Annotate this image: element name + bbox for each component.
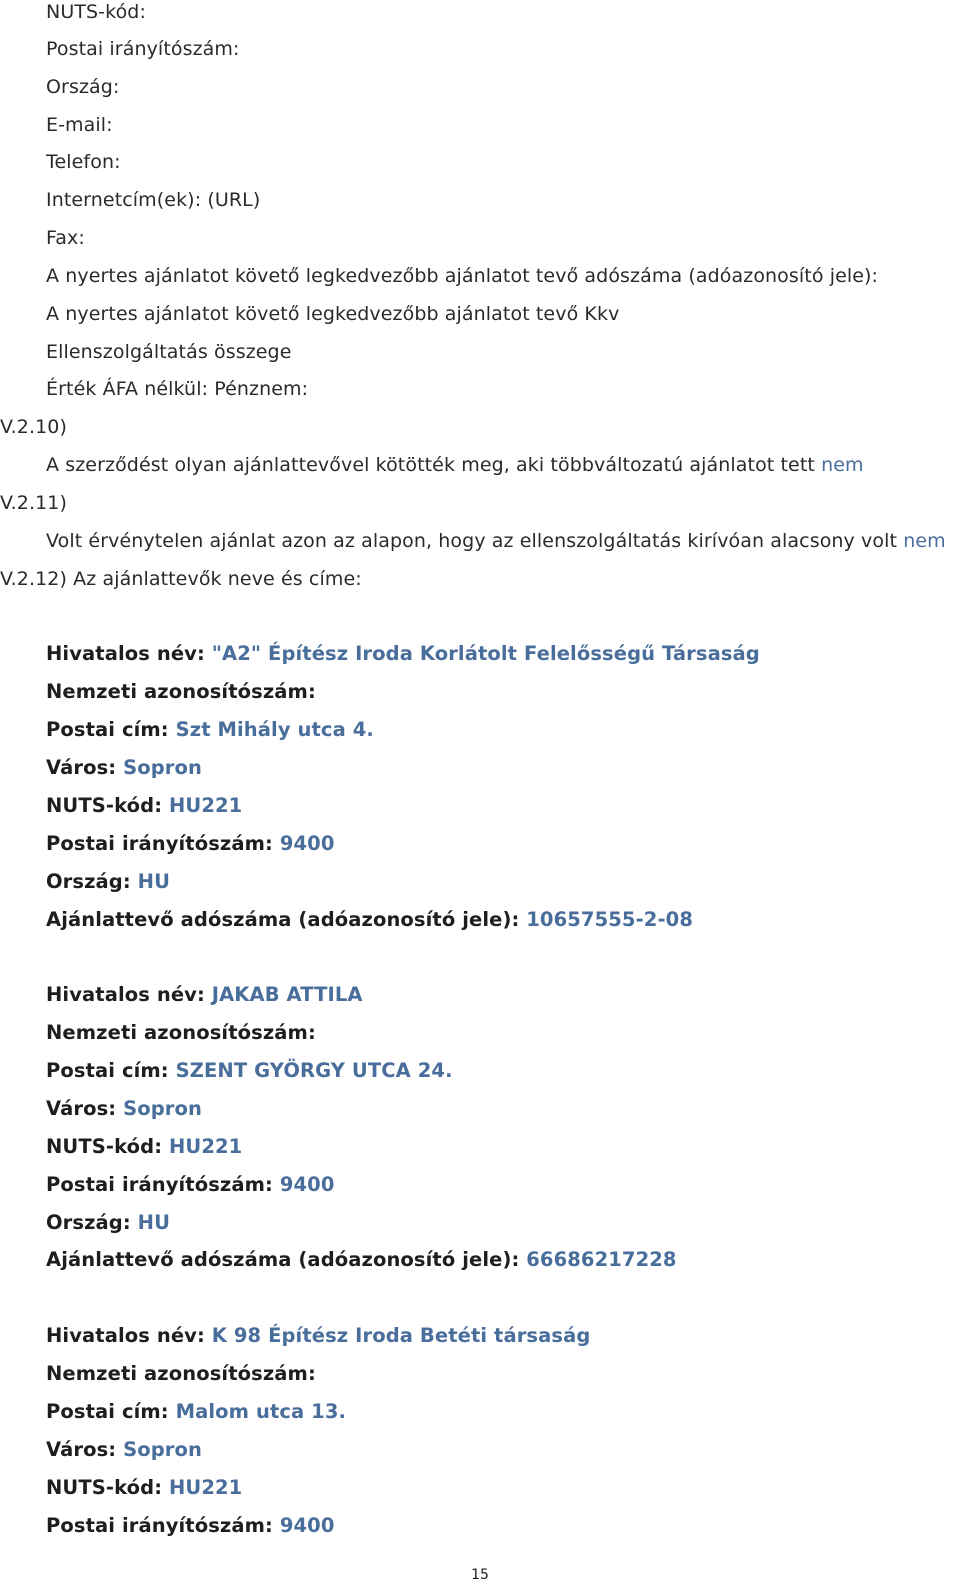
postal-code-label: Postai irányítószám: (46, 1173, 273, 1196)
bidder-1-nuts: HU221 (168, 794, 243, 817)
section-v210-text (46, 453, 864, 477)
bidder-1-address: Szt Mihály utca 4. (175, 718, 374, 741)
tax-id-label: Ajánlattevő adószáma (adóazonosító jele): (46, 908, 520, 931)
section-v211-number: V.2.11) (0, 492, 68, 514)
bidder-1-nuts-row (46, 794, 242, 818)
national-id-label: Nemzeti azonosítószám: (46, 1362, 316, 1385)
next-bidder-kkv-label: A nyertes ajánlatot követő legkedvezőbb ajánlatot tevő Kkv (46, 303, 620, 325)
city-label: Város: (46, 1097, 117, 1120)
bidder-3-address: Malom utca 13. (175, 1400, 347, 1423)
bidder-2-name: JAKAB ATTILA (211, 983, 363, 1006)
section-v211-answer: nem (903, 530, 946, 552)
bidder-1-postal-row (46, 832, 335, 856)
bidder-2-postal-row (46, 1173, 335, 1197)
nuts-code-label: NUTS-kód: (46, 1, 146, 23)
section-v210-answer: nem (821, 454, 864, 476)
bidder-1-tax-row (46, 908, 693, 932)
nuts-label: NUTS-kód: (46, 794, 163, 817)
page-number: 15 (471, 1567, 489, 1583)
national-id-label: Nemzeti azonosítószám: (46, 1021, 316, 1044)
bidder-3-city: Sopron (123, 1438, 202, 1461)
bidder-3-postal-row (46, 1514, 335, 1538)
bidder-1-national-id-row (46, 680, 316, 704)
bidder-1-city-row (46, 756, 202, 780)
bidder-2-address-row (46, 1059, 453, 1083)
section-v212-heading: V.2.12) Az ajánlattevők neve és címe: (0, 568, 362, 590)
bidder-2-postal-code: 9400 (279, 1173, 335, 1196)
nuts-label: NUTS-kód: (46, 1135, 163, 1158)
tax-id-label: Ajánlattevő adószáma (adóazonosító jele): (46, 1248, 520, 1271)
address-label: Postai cím: (46, 718, 169, 741)
bidder-1-country: HU (137, 870, 171, 893)
bidder-2-tax-id: 66686217228 (526, 1248, 677, 1271)
bidder-2-city: Sopron (123, 1097, 202, 1120)
bidder-2-country-row (46, 1211, 170, 1235)
bidder-3-name-row (46, 1324, 590, 1348)
bidder-name-label: Hivatalos név: (46, 1324, 205, 1347)
bidder-1-address-row (46, 718, 374, 742)
bidder-name-label: Hivatalos név: (46, 983, 205, 1006)
bidder-name-label: Hivatalos név: (46, 642, 205, 665)
address-label: Postai cím: (46, 1400, 169, 1423)
nuts-label: NUTS-kód: (46, 1476, 163, 1499)
bidder-3-nuts-row (46, 1476, 242, 1500)
bidder-3-nuts: HU221 (168, 1476, 243, 1499)
bidder-2-address: SZENT GYÖRGY UTCA 24. (175, 1059, 453, 1082)
bidder-1-name: "A2" Építész Iroda Korlátolt Felelősségű Társaság (211, 642, 760, 665)
postal-code-label: Postai irányítószám: (46, 38, 240, 60)
bidder-2-nuts: HU221 (168, 1135, 243, 1158)
bidder-3-city-row (46, 1438, 202, 1462)
bidder-2-country: HU (137, 1211, 171, 1234)
bidder-2-national-id-row (46, 1021, 316, 1045)
url-label: Internetcím(ek): (URL) (46, 189, 261, 211)
bidder-2-city-row (46, 1097, 202, 1121)
bidder-1-name-row (46, 642, 760, 666)
bidder-1-country-row (46, 870, 170, 894)
bidder-1-tax-id: 10657555-2-08 (526, 908, 693, 931)
section-v211-question: Volt érvénytelen ajánlat azon az alapon, hogy az ellenszolgáltatás kirívóan alacsony volt (46, 530, 898, 552)
phone-label: Telefon: (46, 151, 121, 173)
fax-label: Fax: (46, 227, 85, 249)
bidder-3-address-row (46, 1400, 346, 1424)
address-label: Postai cím: (46, 1059, 169, 1082)
section-v211-text (46, 529, 946, 553)
consideration-label: Ellenszolgáltatás összege (46, 341, 292, 363)
country-label: Ország: (46, 870, 131, 893)
bidder-2-name-row (46, 983, 363, 1007)
bidder-3-national-id-row (46, 1362, 316, 1386)
country-label: Ország: (46, 1211, 131, 1234)
bidder-1-postal-code: 9400 (279, 832, 335, 855)
email-label: E-mail: (46, 114, 113, 136)
bidder-3-name: K 98 Építész Iroda Betéti társaság (211, 1324, 591, 1347)
country-label: Ország: (46, 76, 120, 98)
city-label: Város: (46, 1438, 117, 1461)
next-bidder-tax-label: A nyertes ajánlatot követő legkedvezőbb ajánlatot tevő adószáma (adóazonosító jele): (46, 265, 879, 287)
national-id-label: Nemzeti azonosítószám: (46, 680, 316, 703)
value-no-vat-label: Érték ÁFA nélkül: Pénznem: (46, 378, 309, 400)
bidder-2-tax-row (46, 1248, 677, 1272)
section-v210-number: V.2.10) (0, 416, 68, 438)
postal-code-label: Postai irányítószám: (46, 832, 273, 855)
city-label: Város: (46, 756, 117, 779)
section-v210-question: A szerződést olyan ajánlattevővel kötötték meg, aki többváltozatú ajánlatot tett (46, 454, 815, 476)
bidder-1-city: Sopron (123, 756, 202, 779)
postal-code-label: Postai irányítószám: (46, 1514, 273, 1537)
bidder-2-nuts-row (46, 1135, 242, 1159)
bidder-3-postal-code: 9400 (279, 1514, 335, 1537)
